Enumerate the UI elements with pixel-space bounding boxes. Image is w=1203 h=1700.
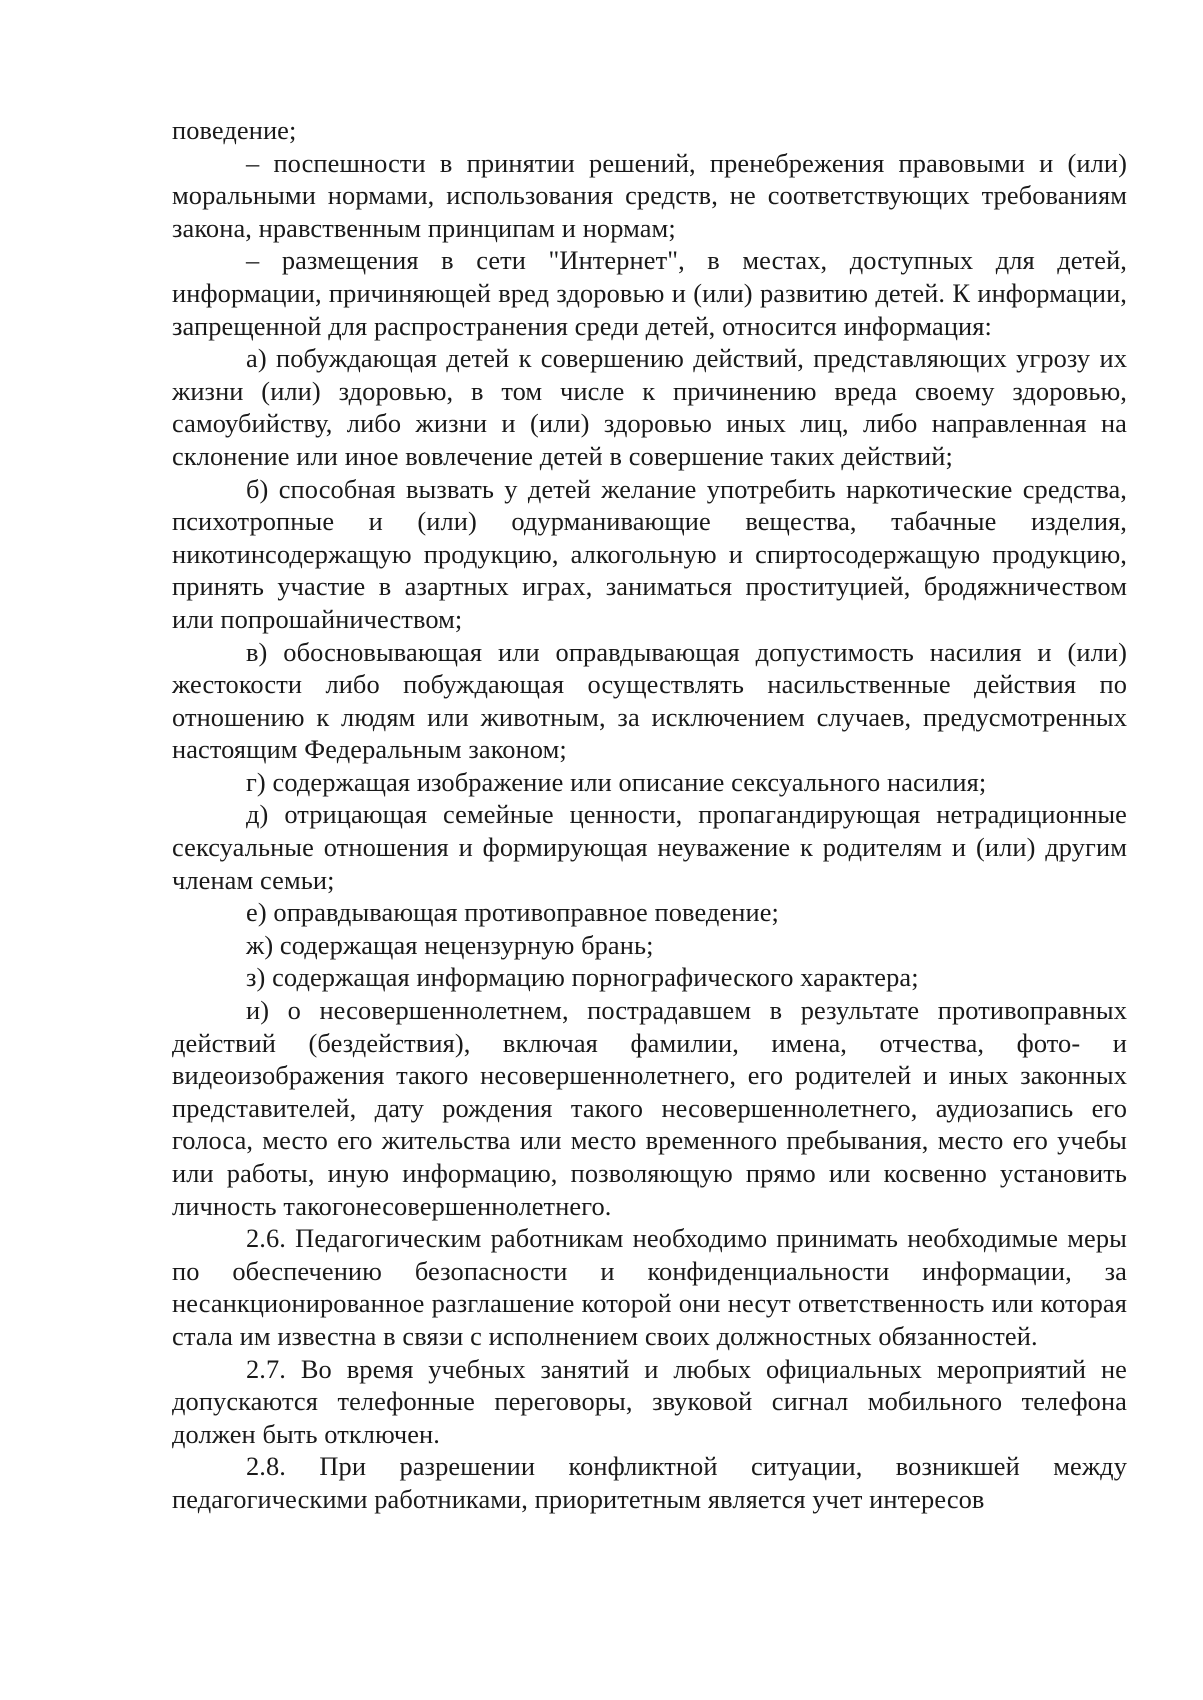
list-item-a: а) побуждающая детей к совершению действий, представляющих угрозу их жизни (или) здоровью, в том числе к причинению вреда своему здоровью, самоубийству, либо жизни и (или) здоровью иных лиц, либо направленная на склонение или иное вовлечение детей в совершение таких действий; <box>172 343 1127 471</box>
list-item-e: е) оправдывающая противоправное поведение; <box>246 897 779 928</box>
document-body <box>172 114 1127 1516</box>
list-item-z: з) содержащая информацию порнографического характера; <box>246 962 919 993</box>
section-2-8: 2.8. При разрешении конфликтной ситуации, возникшей между педагогическими работниками, приоритетным является учет интересов <box>172 1451 1127 1514</box>
paragraph-internet: – размещения в сети "Интернет", в местах, доступных для детей, информации, причиняющей вред здоровью и (или) развитию детей. К информации, запрещенной для распространения среди детей, относится информация: <box>172 245 1127 341</box>
list-item-zh: ж) содержащая нецензурную брань; <box>246 929 654 960</box>
list-item-v: в) обосновывающая или оправдывающая допустимость насилия и (или) жестокости либо побуждающая осуществлять насильственные действия по отношению к людям или животным, за исключением случаев, предусмотренных настоящим Федеральным законом; <box>172 636 1127 765</box>
list-item-g: г) содержащая изображение или описание сексуального насилия; <box>246 766 987 797</box>
list-item-d: д) отрицающая семейные ценности, пропагандирующая нетрадиционные сексуальные отношения и формирующая неуважение к родителям и (или) другим членам семьи; <box>172 799 1127 895</box>
paragraph-haste: – поспешности в принятии решений, пренебрежения правовыми и (или) моральными нормами, использования средств, не соответствующих требованиям закона, нравственным принципам и нормам; <box>172 147 1127 243</box>
paragraph-continuation: поведение; <box>172 115 297 145</box>
section-2-6: 2.6. Педагогическим работникам необходимо принимать необходимые меры по обеспечению безопасности и конфиденциальности информации, за несанкционированное разглашение которой они несут ответственность или которая стала им известна в связи с исполнением своих должностных обязанностей. <box>172 1223 1127 1351</box>
section-2-7: 2.7. Во время учебных занятий и любых официальных мероприятий не допускаются телефонные переговоры, звуковой сигнал мобильного телефона должен быть отключен. <box>172 1353 1127 1449</box>
list-item-b: б) способная вызвать у детей желание употребить наркотические средства, психотропные и (или) одурманивающие вещества, табачные изделия, никотинсодержащую продукцию, алкогольную и спиртосодержащую продукцию, принять участие в азартных играх, заниматься проституцией, бродяжничеством или попрошайничеством; <box>172 473 1127 634</box>
list-item-i: и) о несовершеннолетнем, пострадавшем в результате противоправных действий (бездействия), включая фамилии, имена, отчества, фото- и видеоизображения такого несовершеннолетнего, его родителей и иных законных представителей, дату рождения такого несовершеннолетнего, аудиозапись его голоса, место его жительства или место временного пребывания, место его учебы или работы, иную информацию, позволяющую прямо или косвенно установить личность такогонесовершеннолетнего. <box>172 995 1127 1221</box>
